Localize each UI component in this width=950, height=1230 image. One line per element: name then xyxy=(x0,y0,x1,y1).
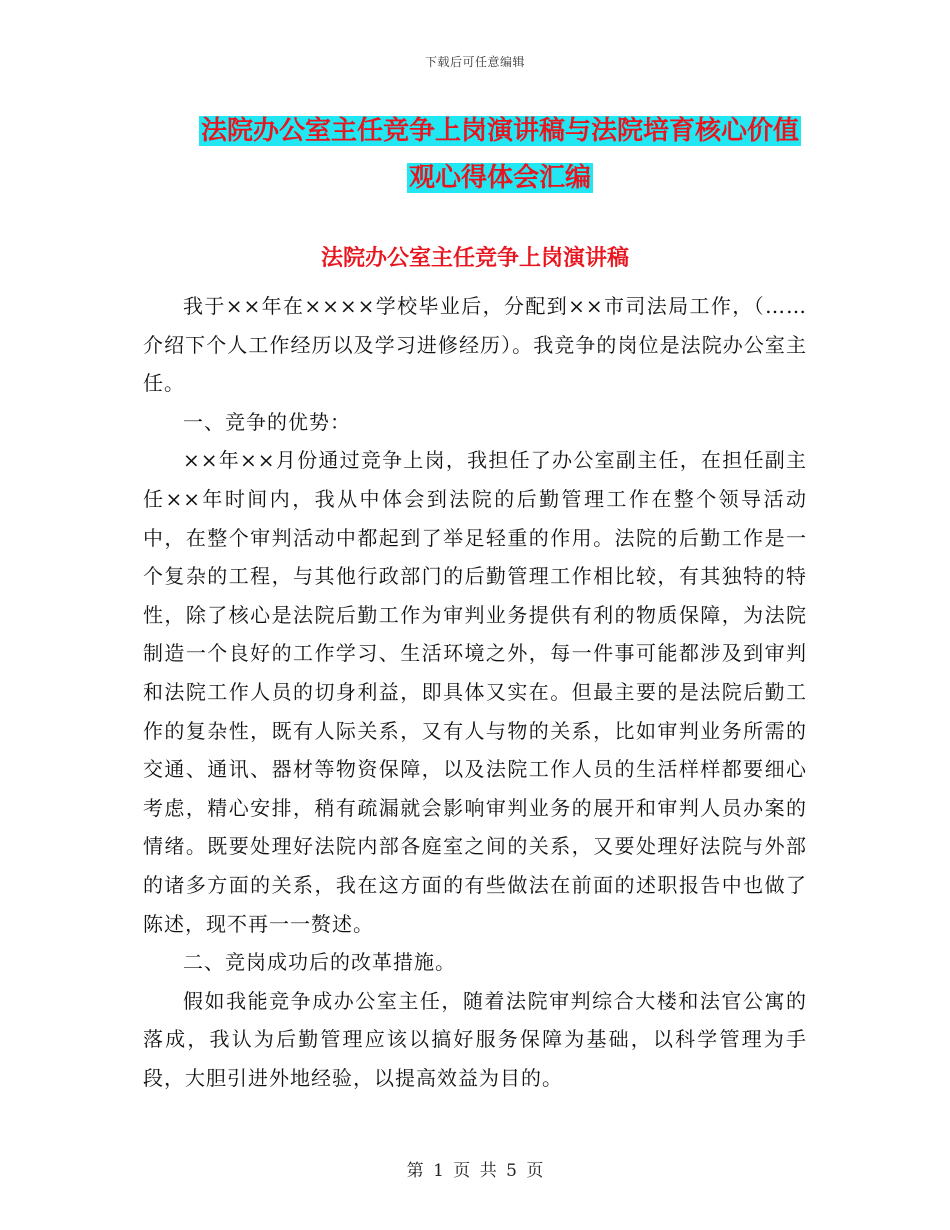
heading-reform: 二、竞岗成功后的改革措施。 xyxy=(183,950,456,975)
paragraph-reform: 假如我能竞争成办公室主任，随着法院审判综合大楼和法官公寓的落成，我认为后勤管理应该以搞好服务保障为基础，以科学管理为手段，大胆引进外地经验，以提高效益为目的。 xyxy=(143,988,807,1090)
paragraph-intro: 我于××年在××××学校毕业后，分配到××市司法局工作，（……介绍下个人工作经历以及学习进修经历）。我竞争的岗位是法院办公室主任。 xyxy=(143,294,807,396)
page-footer: 第 1 页 共 5 页 xyxy=(406,1161,544,1181)
document-title xyxy=(150,108,850,202)
body-text xyxy=(143,287,807,1097)
title-line-2: 观心得体会汇编 xyxy=(408,163,591,193)
paragraph-advantages: ××年××月份通过竞争上岗，我担任了办公室副主任，在担任副主任××年时间内，我从中体会到法院的后勤管理工作在整个领导活动中，在整个审判活动中都起到了举足轻重的作用。法院的后勤工作是一个复杂的工程，与其他行政部门的后勤管理工作相比较，有其独特的特性，除了核心是法院后勤工作为审判业务提供有利的物质保障，为法院制造一个良好的工作学习、生活环境之外，每一件事可能都涉及到审判和法院工作人员的切身利益，即具体又实在。但最主要的是法院后勤工作的复杂性，既有人际关系，又有人与物的关系，比如审判业务所需的交通、通讯、器材等物资保障，以及法院工作人员的生活样样都要细心考虑，精心安排，稍有疏漏就会影响审判业务的展开和审判人员办案的情绪。既要处理好法院内部各庭室之间的关系，又要处理好法院与外部的诸多方面的关系，我在这方面的有些做法在前面的述职报告中也做了陈述，现不再一一赘述。 xyxy=(143,448,807,936)
section-title: 法院办公室主任竞争上岗演讲稿 xyxy=(320,246,629,271)
header-note: 下载后可任意编辑 xyxy=(424,55,525,69)
title-line-1: 法院办公室主任竞争上岗演讲稿与法院培育核心价值 xyxy=(200,116,799,146)
heading-advantages: 一、竞争的优势： xyxy=(183,409,351,434)
